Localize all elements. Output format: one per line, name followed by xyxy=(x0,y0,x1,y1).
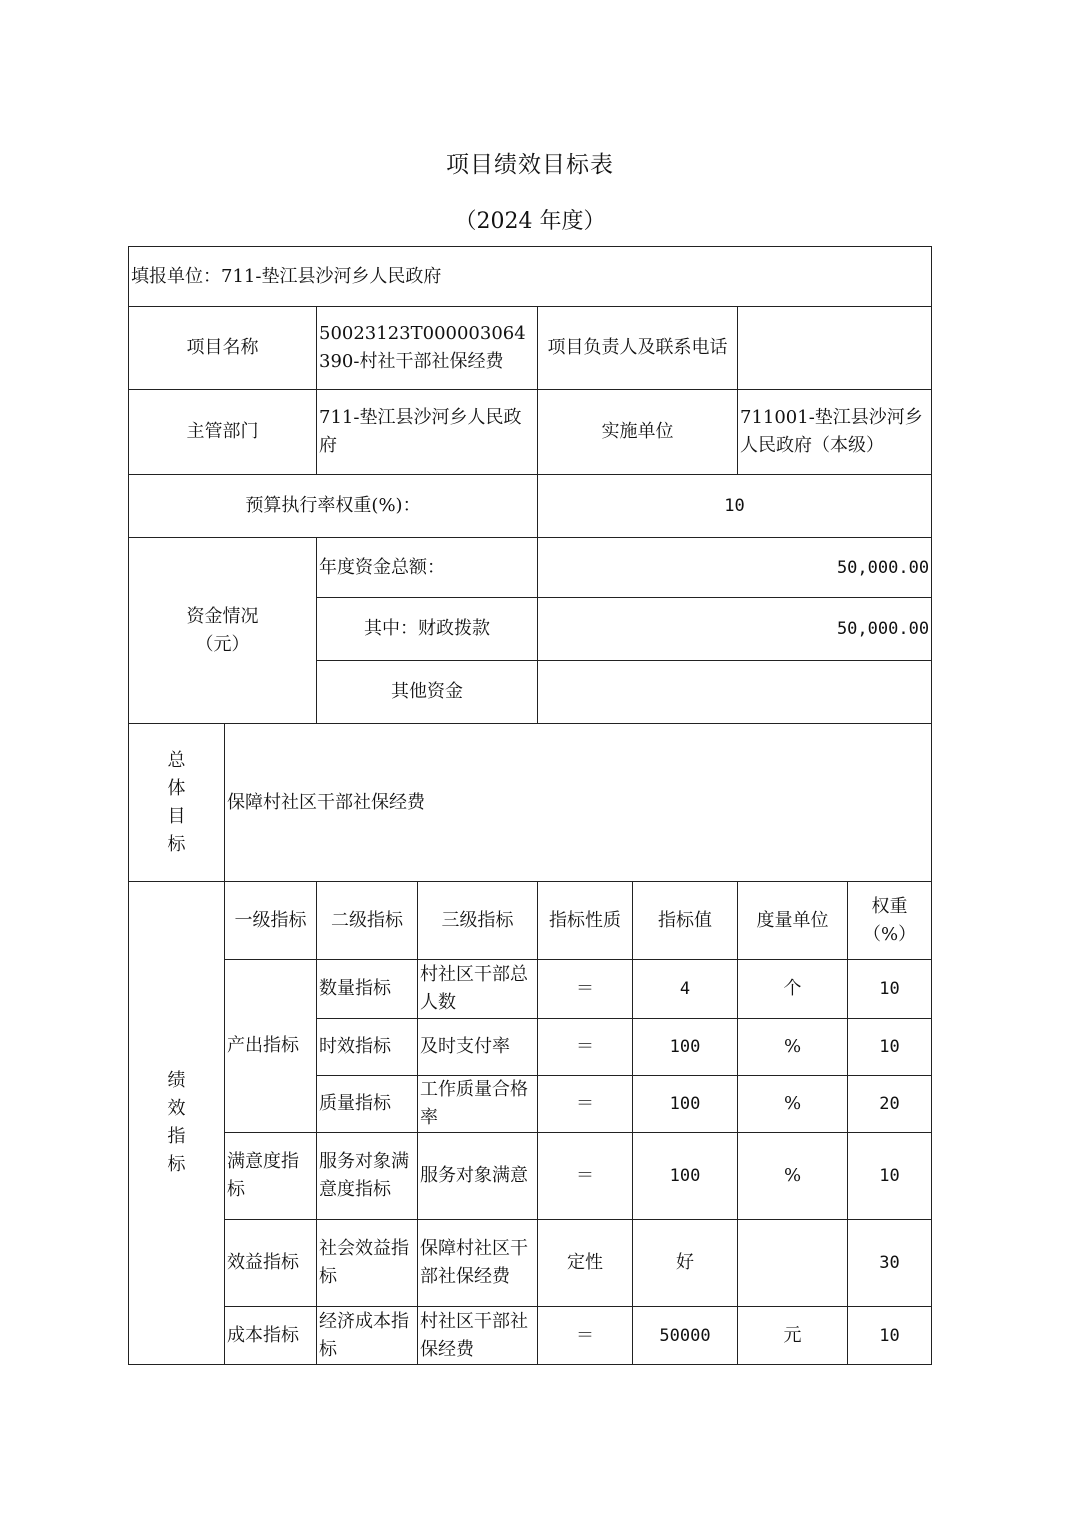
annual-total-label: 年度资金总额： xyxy=(317,538,538,598)
row-weight: 10 xyxy=(848,1019,932,1076)
project-name-label: 项目名称 xyxy=(129,307,317,390)
contact-value xyxy=(738,307,932,390)
page-title: 项目绩效目标表 xyxy=(446,152,614,178)
row-weight: 30 xyxy=(848,1220,932,1307)
row-nature: ＝ xyxy=(538,1133,633,1220)
dept-value: 711-垫江县沙河乡人民政府 xyxy=(317,390,538,475)
header-l3: 三级指标 xyxy=(418,882,538,960)
impl-value: 711001-垫江县沙河乡人民政府（本级） xyxy=(738,390,932,475)
row-l3: 村社区干部社保经费 xyxy=(418,1307,538,1365)
reporting-unit: 填报单位：711-垫江县沙河乡人民政府 xyxy=(129,247,932,307)
row-l2: 经济成本指标 xyxy=(317,1307,418,1365)
header-value: 指标值 xyxy=(633,882,738,960)
overall-goal-label: 总 体 目 标 xyxy=(129,724,225,882)
page-subtitle: （2024 年度） xyxy=(454,209,606,234)
budget-weight-value: 10 xyxy=(538,475,932,538)
header-l1: 一级指标 xyxy=(225,882,317,960)
impl-label: 实施单位 xyxy=(538,390,738,475)
row-l3: 及时支付率 xyxy=(418,1019,538,1076)
header-unit: 度量单位 xyxy=(738,882,848,960)
fiscal-value: 50,000.00 xyxy=(538,598,932,661)
row-unit: 元 xyxy=(738,1307,848,1365)
row-weight: 20 xyxy=(848,1076,932,1133)
table-row xyxy=(129,960,932,1019)
fiscal-label: 其中：财政拨款 xyxy=(317,598,538,661)
table-row xyxy=(129,1307,932,1365)
performance-goal-table xyxy=(128,246,932,1365)
row-nature: 定性 xyxy=(538,1220,633,1307)
contact-label: 项目负责人及联系电话 xyxy=(538,307,738,390)
dept-label: 主管部门 xyxy=(129,390,317,475)
row-l1: 产出指标 xyxy=(225,960,317,1133)
row-l1: 满意度指标 xyxy=(225,1133,317,1220)
row-unit: % xyxy=(738,1019,848,1076)
row-value: 50000 xyxy=(633,1307,738,1365)
table-row xyxy=(129,1220,932,1307)
annual-total-value: 50,000.00 xyxy=(538,538,932,598)
row-weight: 10 xyxy=(848,1307,932,1365)
row-value: 100 xyxy=(633,1133,738,1220)
row-l1: 效益指标 xyxy=(225,1220,317,1307)
row-l3: 保障村社区干部社保经费 xyxy=(418,1220,538,1307)
row-l2: 时效指标 xyxy=(317,1019,418,1076)
row-l3: 工作质量合格率 xyxy=(418,1076,538,1133)
row-unit: % xyxy=(738,1133,848,1220)
row-unit: 个 xyxy=(738,960,848,1019)
budget-weight-label: 预算执行率权重(%)： xyxy=(129,475,538,538)
row-weight: 10 xyxy=(848,1133,932,1220)
funds-label-line1: 资金情况 xyxy=(186,605,259,627)
header-weight: 权重（%） xyxy=(848,882,932,960)
row-l2: 质量指标 xyxy=(317,1076,418,1133)
row-nature: ＝ xyxy=(538,1076,633,1133)
other-label: 其他资金 xyxy=(317,661,538,724)
funds-label xyxy=(129,538,317,724)
row-weight: 10 xyxy=(848,960,932,1019)
perf-label: 绩 效 指 标 xyxy=(129,882,225,1365)
header-nature: 指标性质 xyxy=(538,882,633,960)
row-value: 100 xyxy=(633,1019,738,1076)
row-nature: ＝ xyxy=(538,1307,633,1365)
row-value: 4 xyxy=(633,960,738,1019)
row-l3: 村社区干部总人数 xyxy=(418,960,538,1019)
row-unit: % xyxy=(738,1076,848,1133)
row-value: 好 xyxy=(633,1220,738,1307)
header-l2: 二级指标 xyxy=(317,882,418,960)
project-name-value: 50023123T000003064390-村社干部社保经费 xyxy=(317,307,538,390)
row-l3: 服务对象满意 xyxy=(418,1133,538,1220)
row-nature: ＝ xyxy=(538,960,633,1019)
row-l2: 社会效益指标 xyxy=(317,1220,418,1307)
row-value: 100 xyxy=(633,1076,738,1133)
row-nature: ＝ xyxy=(538,1019,633,1076)
row-l1: 成本指标 xyxy=(225,1307,317,1365)
row-l2: 服务对象满意度指标 xyxy=(317,1133,418,1220)
row-l2: 数量指标 xyxy=(317,960,418,1019)
overall-goal-value: 保障村社区干部社保经费 xyxy=(225,724,932,882)
other-value xyxy=(538,661,932,724)
row-unit xyxy=(738,1220,848,1307)
funds-label-line2: （元） xyxy=(195,633,250,655)
table-row xyxy=(129,1133,932,1220)
